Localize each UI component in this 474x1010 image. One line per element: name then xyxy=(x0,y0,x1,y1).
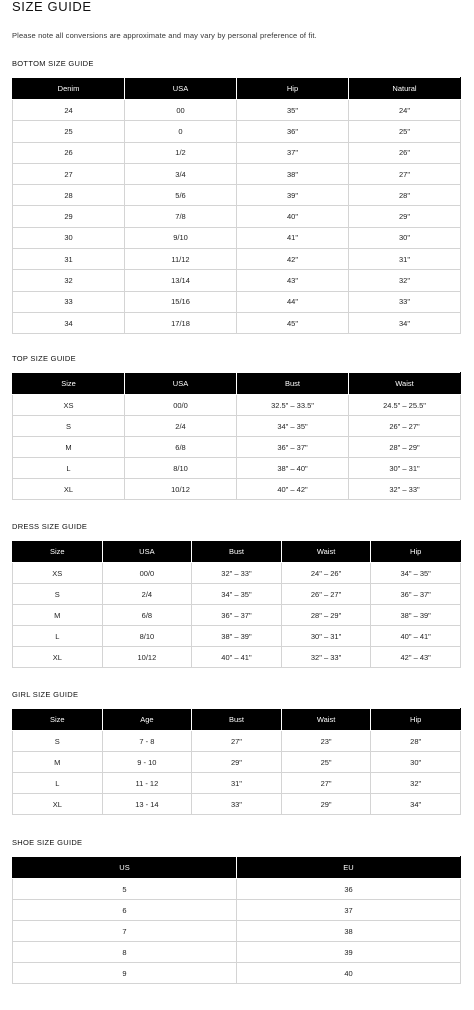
table-header-row xyxy=(13,857,461,879)
table-cell: 32" xyxy=(371,773,461,794)
table-cell: 28" – 29" xyxy=(281,605,371,626)
column-header: Bust xyxy=(192,709,282,731)
table-cell: 42" – 43" xyxy=(371,647,461,668)
table-cell: 32" – 33" xyxy=(281,647,371,668)
table-row xyxy=(13,773,461,794)
column-header: Size xyxy=(13,709,103,731)
table-cell: 32" – 33" xyxy=(349,479,461,500)
table-cell: 36" xyxy=(237,121,349,142)
column-header: Hip xyxy=(371,709,461,731)
shoe-size-guide-title: SHOE SIZE GUIDE xyxy=(12,838,83,847)
table-cell: 27" xyxy=(192,731,282,752)
table-row xyxy=(13,879,461,900)
table-cell: 31 xyxy=(13,249,125,270)
table-cell: 34" – 35" xyxy=(371,563,461,584)
table-cell: 2/4 xyxy=(102,584,192,605)
table-row xyxy=(13,121,461,142)
table-cell: XS xyxy=(13,395,125,416)
table-cell: 30 xyxy=(13,227,125,248)
table-cell: 34" – 35" xyxy=(237,416,349,437)
dress-size-table xyxy=(12,540,461,668)
column-header: Size xyxy=(13,541,103,563)
table-cell: 34" xyxy=(349,312,461,333)
table-row xyxy=(13,731,461,752)
bottom-size-table xyxy=(12,77,461,334)
table-cell: 00/0 xyxy=(102,563,192,584)
table-cell: L xyxy=(13,458,125,479)
table-cell: 6/8 xyxy=(102,605,192,626)
table-cell: 38" xyxy=(237,163,349,184)
table-cell: 30" xyxy=(371,752,461,773)
table-cell: 3/4 xyxy=(125,163,237,184)
table-cell: 28" xyxy=(371,731,461,752)
table-cell: 25" xyxy=(281,752,371,773)
top-size-table xyxy=(12,372,461,500)
table-row xyxy=(13,206,461,227)
table-row xyxy=(13,605,461,626)
table-row xyxy=(13,563,461,584)
table-cell: 26" – 27" xyxy=(349,416,461,437)
table-cell: 11/12 xyxy=(125,249,237,270)
column-header: USA xyxy=(125,373,237,395)
table-cell: 29 xyxy=(13,206,125,227)
column-header: US xyxy=(13,857,237,879)
dress-size-guide-title: DRESS SIZE GUIDE xyxy=(12,522,88,531)
girl-size-guide-title: GIRL SIZE GUIDE xyxy=(12,690,79,699)
table-cell: 33" xyxy=(192,794,282,815)
table-row xyxy=(13,647,461,668)
table-cell: 25" xyxy=(349,121,461,142)
column-header: Age xyxy=(102,709,192,731)
column-header: Natural xyxy=(349,78,461,100)
table-cell: 27 xyxy=(13,163,125,184)
table-cell: 34" – 35" xyxy=(192,584,282,605)
table-cell: 8/10 xyxy=(125,458,237,479)
table-cell: 32 xyxy=(13,270,125,291)
table-cell: 29" xyxy=(349,206,461,227)
table-cell: 42" xyxy=(237,249,349,270)
column-header: Waist xyxy=(349,373,461,395)
table-cell: 30" – 31" xyxy=(349,458,461,479)
table-cell: 40" xyxy=(237,206,349,227)
table-cell: 24.5" – 25.5" xyxy=(349,395,461,416)
table-cell: 32" xyxy=(349,270,461,291)
table-cell: 17/18 xyxy=(125,312,237,333)
table-header-row xyxy=(13,541,461,563)
girl-size-table xyxy=(12,708,461,815)
table-row xyxy=(13,395,461,416)
table-row xyxy=(13,752,461,773)
table-cell: 9 xyxy=(13,963,237,984)
table-header-row xyxy=(13,78,461,100)
table-cell: 23" xyxy=(281,731,371,752)
column-header: Size xyxy=(13,373,125,395)
table-cell: 1/2 xyxy=(125,142,237,163)
table-cell: 39 xyxy=(237,942,461,963)
table-cell: 24" xyxy=(349,100,461,121)
table-cell: 35" xyxy=(237,100,349,121)
table-cell: 25 xyxy=(13,121,125,142)
table-cell: 2/4 xyxy=(125,416,237,437)
table-cell: 45" xyxy=(237,312,349,333)
table-cell: 29" xyxy=(192,752,282,773)
table-cell: 5 xyxy=(13,879,237,900)
top-size-guide-title: TOP SIZE GUIDE xyxy=(12,354,76,363)
table-cell: 7 - 8 xyxy=(102,731,192,752)
table-row xyxy=(13,142,461,163)
table-row xyxy=(13,291,461,312)
table-cell: 41" xyxy=(237,227,349,248)
table-row xyxy=(13,921,461,942)
table-row xyxy=(13,626,461,647)
table-cell: M xyxy=(13,605,103,626)
column-header: USA xyxy=(125,78,237,100)
table-cell: 7 xyxy=(13,921,237,942)
table-cell: XL xyxy=(13,479,125,500)
table-cell: 36" – 37" xyxy=(371,584,461,605)
table-cell: 31" xyxy=(349,249,461,270)
table-cell: 39" xyxy=(237,185,349,206)
table-cell: 33" xyxy=(349,291,461,312)
table-row xyxy=(13,963,461,984)
shoe-size-table xyxy=(12,856,461,984)
table-cell: 29" xyxy=(281,794,371,815)
table-cell: 11 - 12 xyxy=(102,773,192,794)
table-cell: 38" – 39" xyxy=(371,605,461,626)
table-cell: 9/10 xyxy=(125,227,237,248)
table-row xyxy=(13,185,461,206)
table-cell: 36 xyxy=(237,879,461,900)
table-cell: S xyxy=(13,584,103,605)
table-row xyxy=(13,227,461,248)
table-header-row xyxy=(13,373,461,395)
table-cell: 27" xyxy=(281,773,371,794)
table-cell: 7/8 xyxy=(125,206,237,227)
column-header: USA xyxy=(102,541,192,563)
table-cell: 5/6 xyxy=(125,185,237,206)
table-cell: L xyxy=(13,773,103,794)
table-cell: 38" – 39" xyxy=(192,626,282,647)
table-cell: XL xyxy=(13,647,103,668)
table-cell: 38 xyxy=(237,921,461,942)
table-cell: 10/12 xyxy=(102,647,192,668)
table-cell: 43" xyxy=(237,270,349,291)
table-cell: 10/12 xyxy=(125,479,237,500)
table-cell: 37" xyxy=(237,142,349,163)
column-header: Hip xyxy=(237,78,349,100)
table-cell: 38" – 40" xyxy=(237,458,349,479)
table-cell: 37 xyxy=(237,900,461,921)
table-cell: S xyxy=(13,416,125,437)
table-cell: 32" – 33" xyxy=(192,563,282,584)
table-cell: 28" xyxy=(349,185,461,206)
table-row xyxy=(13,479,461,500)
table-row xyxy=(13,794,461,815)
table-row xyxy=(13,942,461,963)
table-cell: XL xyxy=(13,794,103,815)
column-header: Hip xyxy=(371,541,461,563)
bottom-size-guide-title: BOTTOM SIZE GUIDE xyxy=(12,59,94,68)
table-row xyxy=(13,437,461,458)
table-row xyxy=(13,900,461,921)
table-cell: 26 xyxy=(13,142,125,163)
table-row xyxy=(13,458,461,479)
table-cell: XS xyxy=(13,563,103,584)
table-cell: 6 xyxy=(13,900,237,921)
table-cell: 40" – 41" xyxy=(192,647,282,668)
table-row xyxy=(13,584,461,605)
table-cell: 34 xyxy=(13,312,125,333)
table-cell: 36" – 37" xyxy=(237,437,349,458)
table-cell: L xyxy=(13,626,103,647)
table-cell: 15/16 xyxy=(125,291,237,312)
table-cell: 26" – 27" xyxy=(281,584,371,605)
table-cell: 13/14 xyxy=(125,270,237,291)
table-cell: 31" xyxy=(192,773,282,794)
table-cell: 26" xyxy=(349,142,461,163)
table-cell: 36" – 37" xyxy=(192,605,282,626)
table-cell: 40 xyxy=(237,963,461,984)
table-row xyxy=(13,249,461,270)
table-cell: 9 - 10 xyxy=(102,752,192,773)
table-cell: 24 xyxy=(13,100,125,121)
table-cell: 8/10 xyxy=(102,626,192,647)
table-cell: 40" – 42" xyxy=(237,479,349,500)
table-cell: 0 xyxy=(125,121,237,142)
table-row xyxy=(13,163,461,184)
conversion-note: Please note all conversions are approximate and may vary by personal preference of fit. xyxy=(12,31,317,40)
column-header: EU xyxy=(237,857,461,879)
table-cell: 13 - 14 xyxy=(102,794,192,815)
table-cell: M xyxy=(13,437,125,458)
table-cell: 00 xyxy=(125,100,237,121)
table-cell: S xyxy=(13,731,103,752)
table-cell: 33 xyxy=(13,291,125,312)
table-cell: 24" – 26" xyxy=(281,563,371,584)
table-header-row xyxy=(13,709,461,731)
table-cell: 28" – 29" xyxy=(349,437,461,458)
table-cell: 32.5" – 33.5" xyxy=(237,395,349,416)
column-header: Waist xyxy=(281,541,371,563)
table-cell: 8 xyxy=(13,942,237,963)
table-row xyxy=(13,416,461,437)
table-cell: 40" – 41" xyxy=(371,626,461,647)
page-title: SIZE GUIDE xyxy=(12,0,92,14)
table-cell: 30" – 31" xyxy=(281,626,371,647)
table-cell: 28 xyxy=(13,185,125,206)
table-cell: 6/8 xyxy=(125,437,237,458)
table-row xyxy=(13,312,461,333)
table-cell: 00/0 xyxy=(125,395,237,416)
table-cell: M xyxy=(13,752,103,773)
column-header: Waist xyxy=(281,709,371,731)
column-header: Bust xyxy=(192,541,282,563)
table-cell: 27" xyxy=(349,163,461,184)
table-cell: 30" xyxy=(349,227,461,248)
column-header: Denim xyxy=(13,78,125,100)
table-row xyxy=(13,270,461,291)
column-header: Bust xyxy=(237,373,349,395)
table-cell: 34" xyxy=(371,794,461,815)
table-cell: 44" xyxy=(237,291,349,312)
table-row xyxy=(13,100,461,121)
